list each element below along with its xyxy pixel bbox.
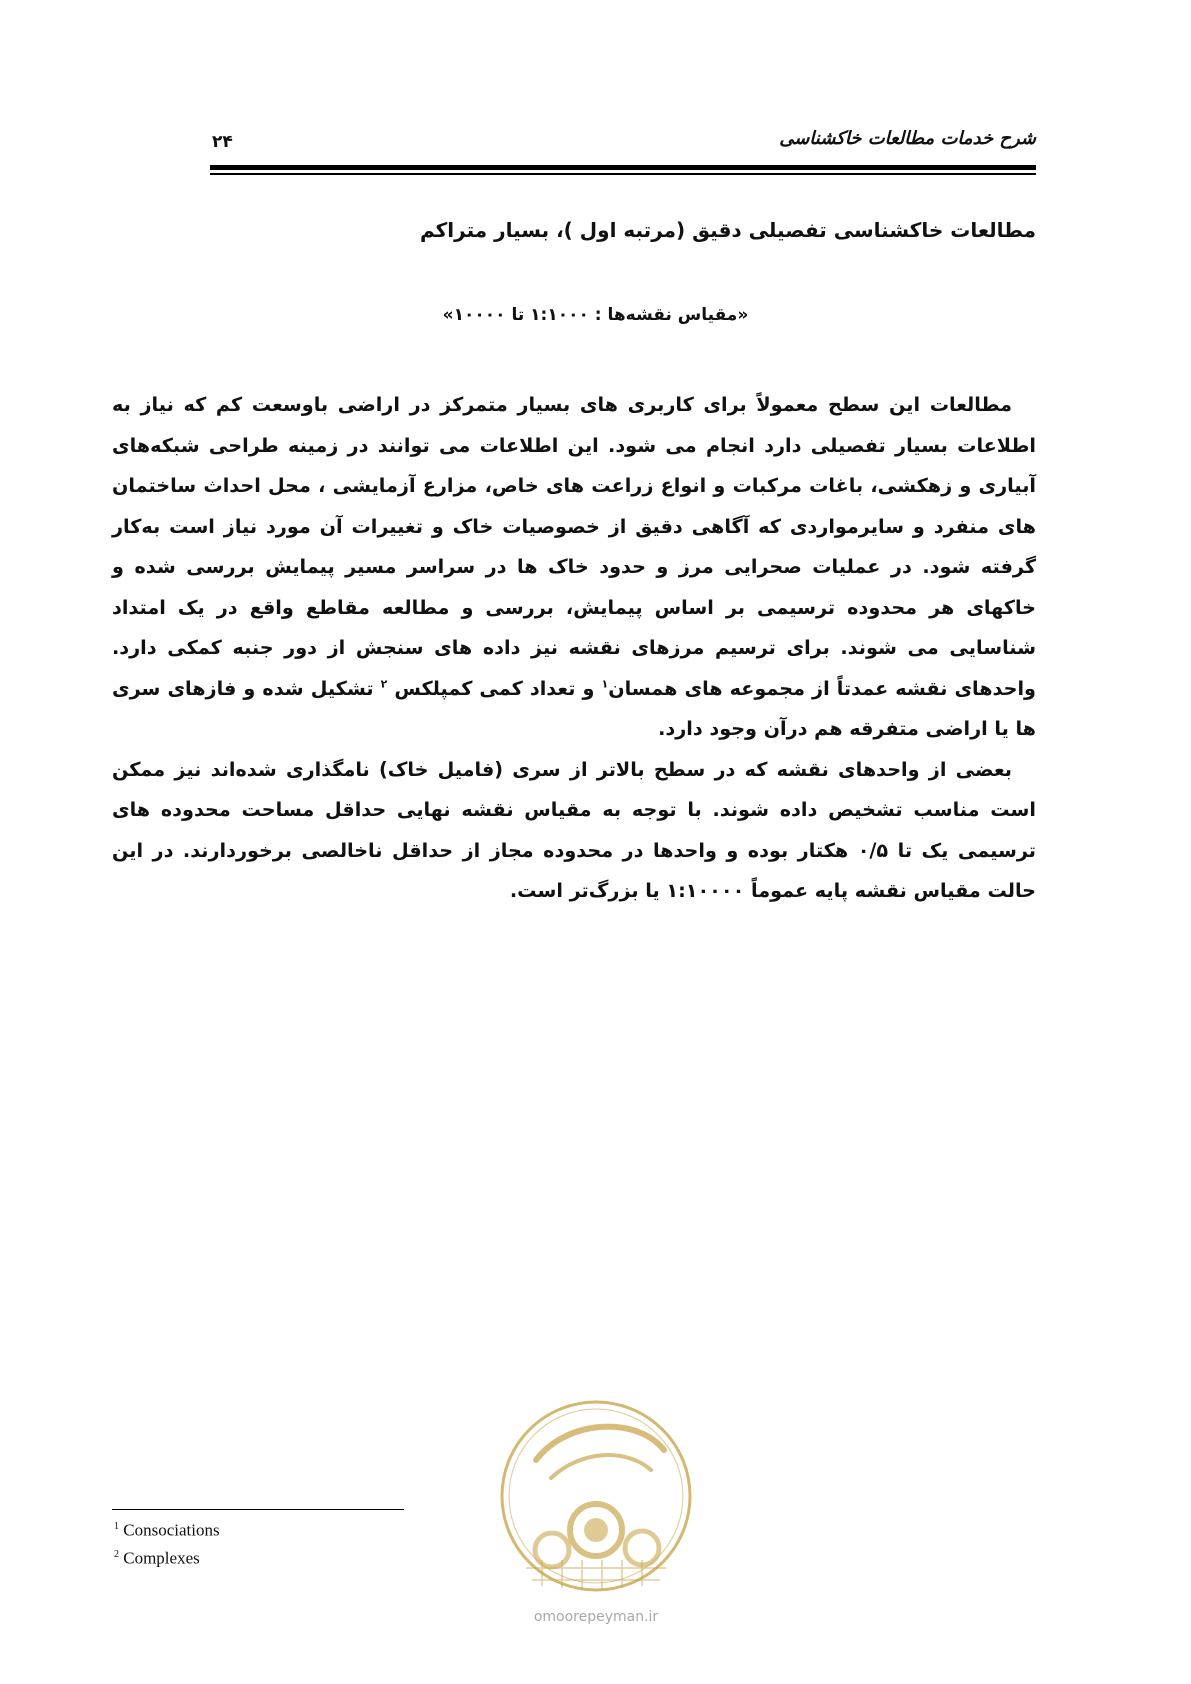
paragraph-2: بعضی از واحدهای نقشه که در سطح بالاتر از سری (فامیل خاک) نامگذاری شده‌اند نیز ممکن است مناسب تشخیص داده شوند. با توجه به مقیاس نقشه نهایی حداقل مساحت محدوده های ترسیمی یک تا ۰/۵ هکتار بوده و واحدها در محدوده مجاز از حداقل ناخالصی برخوردارند. در این حالت مقیاس نقشه پایه عموماً ۱:۱۰۰۰۰ یا بزرگ‌تر است.: [112, 757, 1036, 902]
page-number: ۲۴: [212, 132, 233, 152]
paragraph-1: [112, 385, 1036, 750]
footnote-2: [114, 1543, 220, 1571]
footnote-1-text: Consociations: [123, 1520, 220, 1540]
running-title: شرح خدمات مطالعات خاکشناسی: [779, 128, 1036, 149]
watermark-seal: [496, 1390, 696, 1625]
header-rule-thin: [210, 173, 1036, 175]
page-header: [210, 128, 1036, 156]
body-text: [112, 385, 1036, 912]
footnote-2-number: 2: [114, 1548, 119, 1560]
footnotes: [114, 1515, 220, 1570]
footnote-ref-1: ۱: [601, 677, 609, 691]
footnote-1-number: 1: [114, 1521, 119, 1532]
seal-emblem-icon: [496, 1390, 696, 1602]
footnote-ref-2: ۲: [380, 677, 388, 691]
scale-subtitle: «مقیاس نقشه‌ها : ۱:۱۰۰۰ تا ۱۰۰۰۰»: [442, 305, 749, 325]
footnote-1: [114, 1515, 220, 1543]
header-rule-thick: [210, 165, 1036, 170]
footnote-2-text: Complexes: [123, 1548, 200, 1568]
paragraph-1-part-3: تشکیل شده و فازهای سری ها یا اراضی متفرقه هم درآن وجود دارد.: [112, 676, 1036, 740]
footnote-separator: [112, 1509, 404, 1510]
paragraph-1-part-2: و تعداد کمی کمپلکس: [387, 676, 602, 700]
section-title: مطالعات خاکشناسی تفصیلی دقیق (مرتبه اول )، بسیار متراکم: [419, 218, 1036, 242]
watermark-url: omoorepeyman.ir: [533, 1609, 659, 1625]
paragraph-1-part-1: مطالعات این سطح معمولاً برای کاربری های بسیار متمرکز در اراضی باوسعت کم که نیاز به اطلاعات بسیار تفصیلی دارد انجام می شود. این اطلاعات می توانند در زمینه طراحی شبکه‌های آبیاری و زهکشی، باغات مرکبات و انواع زراعت های خاص، مزارع آزمایشی ، محل احداث ساختمان های منفرد و سایرمواردی که آگاهی دقیق از خصوصیات خاک و تغییرات آن مورد نیاز است به‌کار گرفته شود. در عملیات صحرایی مرز و حدود خاک ها در سراسر مسیر پیمایش بررسی شده و خاکهای هر محدوده ترسیمی بر اساس پیمایش، بررسی و مطالعه مقاطع واقع در یک امتداد شناسایی می شوند. برای ترسیم مرزهای نقشه نیز داده های سنجش از دور جنبه کمکی دارد. واحدهای نقشه عمدتاً از مجموعه های همسان: [112, 393, 1036, 700]
